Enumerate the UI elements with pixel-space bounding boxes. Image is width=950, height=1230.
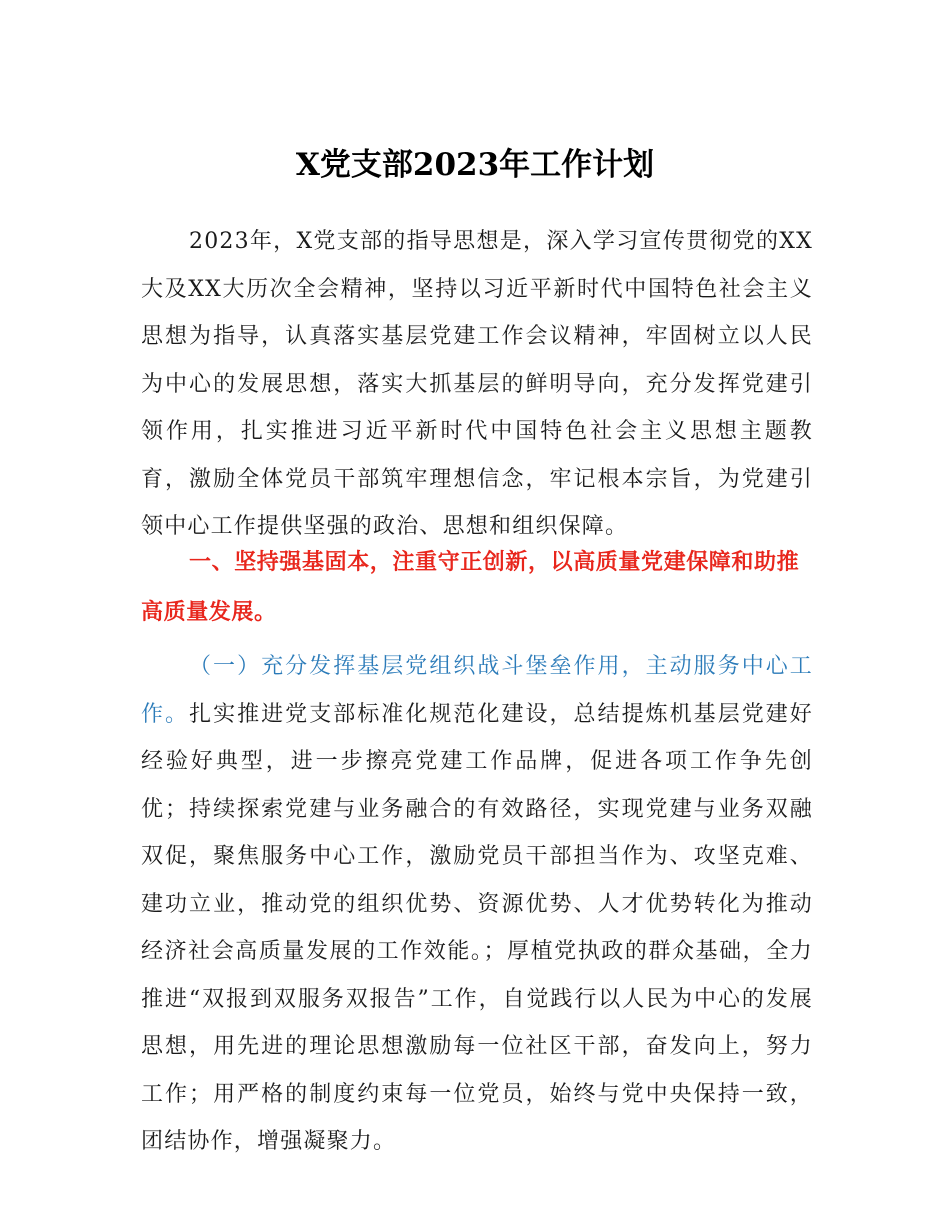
subsection-1-heading: （一）充分发挥基层党组织战斗堡垒作用，主动服务中心工作。	[141, 654, 813, 727]
document-title: X党支部2023年工作计划	[295, 147, 655, 183]
intro-paragraph: 2023年，X党支部的指导思想是，深入学习宣传贯彻党的XX大及XX大历次全会精神，坚持以习近平新时代中国特色社会主义思想为指导，认真落实基层党建工作会议精神，牢固树立以人民为中心的发展思想，落实大抓基层的鲜明导向，充分发挥党建引领作用，扎实推进习近平新时代中国特色社会主义思想主题教育，激励全体党员干部筑牢理想信念，牢记根本宗旨，为党建引领中心工作提供坚强的政治、思想和组织保障。	[141, 229, 813, 539]
subsection-1-paragraph	[141, 643, 813, 1166]
subsection-1-body: 扎实推进党支部标准化规范化建设，总结提炼机基层党建好经验好典型，进一步擦亮党建工作品牌，促进各项工作争先创优；持续探索党建与业务融合的有效路径，实现党建与业务双融双促，聚焦服务中心工作，激励党员干部担当作为、攻坚克难、建功立业，推动党的组织优势、资源优势、人才优势转化为推动经济社会高质量发展的工作效能。；厚植党执政的群众基础，全力推进“双报到双服务双报告”工作，自觉践行以人民为中心的发展思想，用先进的理论思想激励每一位社区干部，奋发向上，努力工作；用严格的制度约束每一位党员，始终与党中央保持一致，团结协作，增强凝聚力。	[141, 701, 813, 1154]
section-1-heading: 一、坚持强基固本，注重守正创新，以高质量党建保障和助推高质量发展。	[141, 550, 800, 625]
